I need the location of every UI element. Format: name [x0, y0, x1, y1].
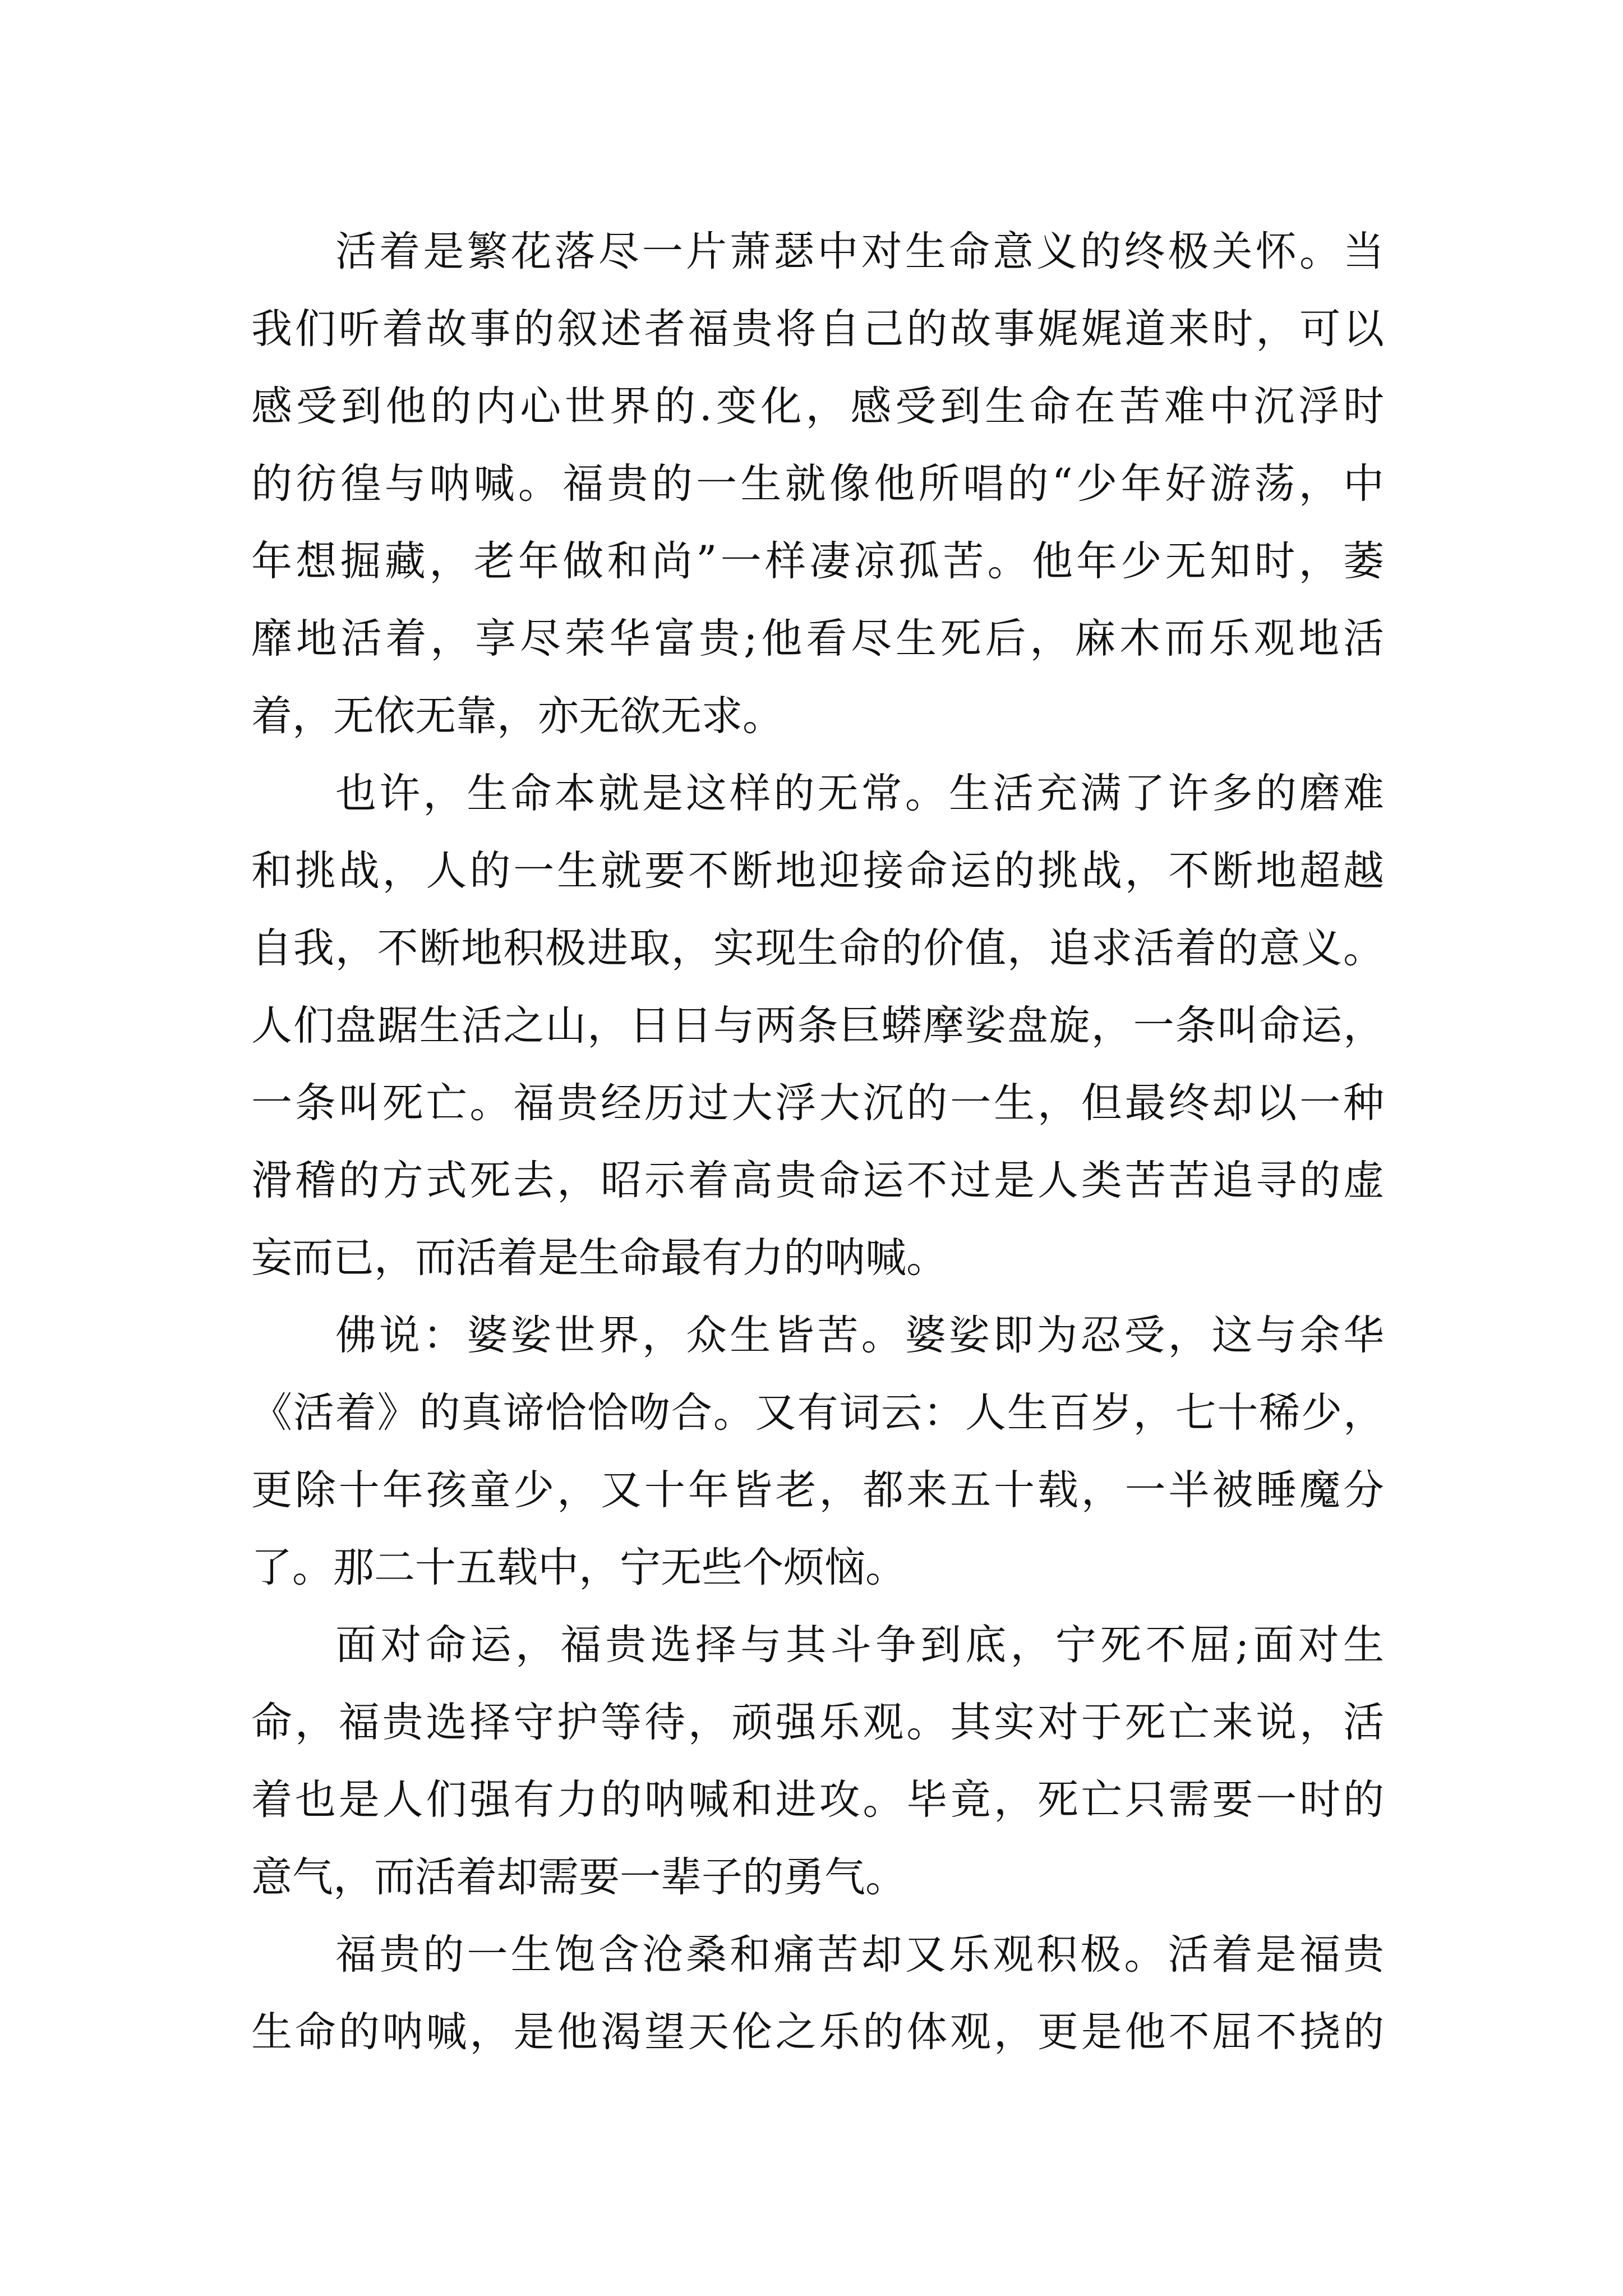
text-line: 着也是人们强有力的呐喊和进攻。毕竟，死亡只需要一时的: [251, 1776, 1384, 1824]
text-line: 更除十年孩童少，又十年皆老，都来五十载，一半被睡魔分: [251, 1466, 1384, 1514]
paragraph-1: [251, 213, 1384, 755]
text-line: 靡地活着，享尽荣华富贵;他看尽生死后，麻木而乐观地活: [251, 615, 1384, 662]
text-line: 《活着》的真谛恰恰吻合。又有词云：人生百岁，七十稀少，: [251, 1389, 1384, 1437]
paragraph-5: [251, 1916, 1384, 2071]
text-line: 佛说：婆娑世界，众生皆苦。婆娑即为忍受，这与余华: [335, 1312, 1384, 1359]
text-line: 活着是繁花落尽一片萧瑟中对生命意义的终极关怀。当: [335, 228, 1384, 275]
text-line: 一条叫死亡。福贵经历过大浮大沉的一生，但最终却以一种: [251, 1079, 1384, 1127]
text-line: 也许，生命本就是这样的无常。生活充满了许多的磨难: [335, 770, 1384, 817]
text-line: 我们听着故事的叙述者福贵将自己的故事娓娓道来时，可以: [251, 305, 1384, 353]
text-line: 和挑战，人的一生就要不断地迎接命运的挑战，不断地超越: [251, 847, 1384, 895]
body-text: [251, 213, 1384, 2071]
text-line: 着，无依无靠，亦无欲无求。: [251, 692, 783, 740]
text-line: 人们盘踞生活之山，日日与两条巨蟒摩娑盘旋，一条叫命运，: [251, 1002, 1384, 1050]
paragraph-2: [251, 755, 1384, 1297]
text-line: 了。那二十五载中，宁无些个烦恼。: [251, 1544, 906, 1591]
text-line: 的彷徨与呐喊。福贵的一生就像他所唱的“少年好游荡，中: [251, 460, 1384, 508]
text-line: 滑稽的方式死去，昭示着高贵命运不过是人类苦苦追寻的虚: [251, 1157, 1384, 1204]
text-line: 面对命运，福贵选择与其斗争到底，宁死不屈;面对生: [335, 1621, 1384, 1669]
paragraph-4: [251, 1607, 1384, 1916]
text-line: 意气，而活着却需要一辈子的勇气。: [251, 1853, 906, 1901]
text-line: 感受到他的内心世界的.变化，感受到生命在苦难中沉浮时: [251, 383, 1384, 430]
text-line: 妄而已，而活着是生命最有力的呐喊。: [251, 1234, 947, 1282]
text-line: 自我，不断地积极进取，实现生命的价值，追求活着的意义。: [251, 924, 1384, 972]
text-line: 年想掘藏，老年做和尚”一样凄凉孤苦。他年少无知时，萎: [251, 537, 1384, 585]
text-line: 命，福贵选择守护等待，顽强乐观。其实对于死亡来说，活: [251, 1699, 1384, 1746]
paragraph-3: [251, 1297, 1384, 1607]
text-line: 生命的呐喊，是他渴望天伦之乐的体观，更是他不屈不挠的: [251, 2008, 1384, 2056]
text-line: 福贵的一生饱含沧桑和痛苦却又乐观积极。活着是福贵: [335, 1931, 1384, 1978]
